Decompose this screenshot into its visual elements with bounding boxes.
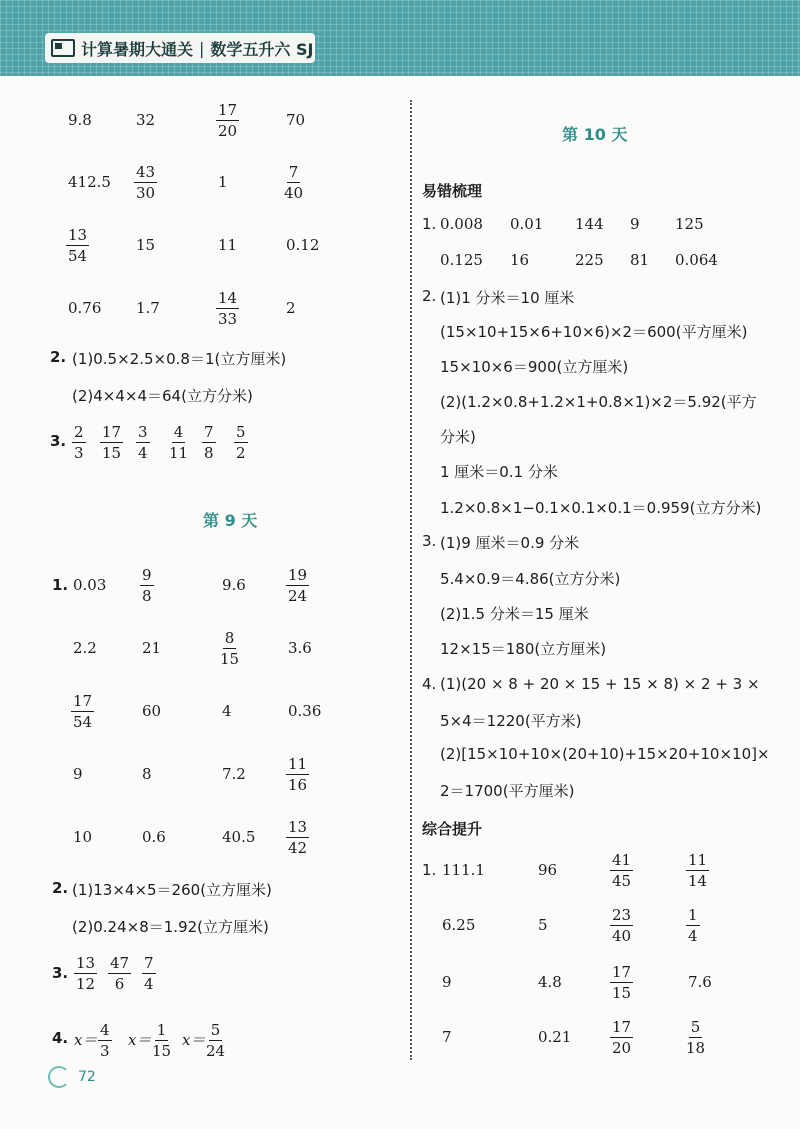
question-number: 2.: [50, 348, 67, 366]
denominator: 42: [288, 839, 308, 857]
subject-label: 数学五升六 SJ: [210, 39, 314, 59]
denominator: 12: [76, 975, 96, 993]
answer-fraction: [142, 953, 156, 994]
numerator: 17: [612, 1018, 632, 1036]
equation-line: (1)9 厘米＝0.9 分米: [440, 534, 580, 552]
equation-line: 5.4×0.9＝4.86(立方分米): [440, 570, 621, 588]
numerator: 9: [142, 566, 152, 584]
answer-fraction: [286, 817, 309, 858]
variable-label: x＝: [182, 1031, 206, 1049]
numerator: 5: [236, 423, 246, 441]
numerator: 7: [288, 163, 299, 181]
answer-fraction: [202, 422, 216, 463]
answer-value: 81: [630, 251, 650, 269]
answer-fraction: [98, 1020, 112, 1061]
answer-fraction: [286, 754, 309, 795]
answer-fraction: [220, 628, 239, 669]
equation-line: (2)0.24×8＝1.92(立方厘米): [72, 918, 269, 936]
page-footer: [48, 1066, 96, 1088]
numerator: 14: [218, 289, 238, 307]
numerator: 5: [690, 1018, 701, 1036]
answer-value: 8: [142, 765, 152, 783]
answer-value: 1: [218, 173, 228, 191]
answer-fraction: [206, 1020, 225, 1061]
answer-value: 6.25: [442, 916, 476, 934]
answer-value: 0.008: [440, 215, 483, 233]
answer-value: 15: [136, 236, 156, 254]
denominator: 15: [152, 1042, 172, 1060]
answer-value: 70: [286, 111, 306, 129]
answer-value: 0.36: [288, 702, 322, 720]
answer-value: 32: [136, 111, 156, 129]
answer-value: 7: [442, 1028, 452, 1046]
equation-line: (1)0.5×2.5×0.8＝1(立方厘米): [72, 350, 287, 368]
question-number: 3.: [52, 964, 69, 982]
answer-value: 0.12: [286, 236, 320, 254]
answer-value: 0.6: [142, 828, 166, 846]
answer-fraction: [152, 1020, 171, 1061]
answer-value: 225: [575, 251, 604, 269]
answer-value: 3.6: [288, 639, 312, 657]
denominator: 3: [74, 444, 84, 462]
denominator: 14: [688, 872, 708, 890]
question-number: 3.: [422, 532, 437, 550]
numerator: 41: [612, 851, 632, 869]
numerator: 1: [156, 1021, 167, 1039]
answer-value: 2: [286, 299, 296, 317]
denominator: 45: [612, 872, 632, 890]
denominator: 15: [220, 650, 240, 668]
question-number: 3.: [50, 432, 67, 450]
denominator: 3: [100, 1042, 110, 1060]
question-number: 1.: [422, 215, 437, 233]
column-divider: [410, 100, 412, 1060]
denominator: 16: [288, 776, 308, 794]
equation-line: (15×10+15×6+10×6)×2＝600(平方厘米): [440, 323, 748, 341]
answer-value: 10: [73, 828, 93, 846]
answer-value: 4: [222, 702, 232, 720]
answer-fraction: [136, 422, 150, 463]
answer-fraction: [686, 905, 700, 946]
equation-line: 15×10×6＝900(立方厘米): [440, 358, 629, 376]
equation-line: 12×15＝180(立方厘米): [440, 640, 607, 658]
numerator: 23: [612, 906, 632, 924]
denominator: 8: [142, 587, 152, 605]
denominator: 4: [138, 444, 148, 462]
answer-fraction: [74, 953, 97, 994]
denominator: 54: [73, 713, 93, 731]
denominator: 6: [114, 975, 125, 993]
answer-value: 16: [510, 251, 530, 269]
answer-value: 40.5: [222, 828, 256, 846]
answer-value: 0.03: [73, 576, 107, 594]
numerator: 3: [138, 423, 148, 441]
answer-fraction: [284, 162, 303, 203]
answer-value: 1.7: [136, 299, 160, 317]
answer-value: 0.01: [510, 215, 544, 233]
answer-value: 9.6: [222, 576, 246, 594]
answer-fraction: [72, 422, 86, 463]
answer-fraction: [216, 100, 239, 141]
answer-fraction: [610, 905, 633, 946]
question-number: 4.: [52, 1029, 69, 1047]
numerator: 1: [688, 906, 698, 924]
answer-fraction: [610, 962, 633, 1003]
numerator: 4: [173, 423, 184, 441]
section-title: 易错梳理: [422, 182, 483, 200]
equation-line: 分米): [440, 428, 476, 446]
denominator: 40: [284, 184, 304, 202]
question-number: 2.: [422, 287, 437, 305]
equation-line: (1)(20 × 8 + 20 × 15 + 15 × 8) × 2 + 3 ×: [440, 675, 760, 693]
answer-value: 21: [142, 639, 162, 657]
answer-fraction: [71, 691, 94, 732]
answer-fraction: [610, 1017, 633, 1058]
numerator: 17: [73, 692, 93, 710]
numerator: 17: [218, 101, 238, 119]
variable-label: x＝: [74, 1031, 98, 1049]
numerator: 47: [110, 954, 130, 972]
answer-fraction: [140, 565, 154, 606]
denominator: 2: [236, 444, 246, 462]
numerator: 5: [210, 1021, 221, 1039]
denominator: 4: [688, 927, 698, 945]
numerator: 17: [612, 963, 632, 981]
question-number: 2.: [52, 879, 69, 897]
answer-value: 0.125: [440, 251, 483, 269]
equation-line: 1 厘米＝0.1 分米: [440, 463, 558, 481]
answer-fraction: [686, 1017, 705, 1058]
denominator: 4: [144, 975, 154, 993]
answer-value: 125: [675, 215, 704, 233]
day-title: 第 10 天: [562, 125, 628, 144]
equation-line: 5×4＝1220(平方米): [440, 712, 582, 730]
answer-value: 9: [442, 973, 452, 991]
title-separator: |: [199, 38, 205, 58]
equation-line: (2)(1.2×0.8+1.2×1+0.8×1)×2＝5.92(平方: [440, 393, 757, 411]
answer-fraction: [66, 225, 89, 266]
denominator: 54: [68, 247, 88, 265]
answer-fraction: [286, 565, 309, 606]
answer-fraction: [108, 953, 131, 994]
numerator: 8: [224, 629, 235, 647]
answer-fraction: [100, 422, 123, 463]
denominator: 11: [169, 444, 189, 462]
answer-value: 9: [630, 215, 640, 233]
answer-value: 60: [142, 702, 162, 720]
answer-fraction: [169, 422, 188, 463]
answer-fraction: [134, 162, 157, 203]
denominator: 20: [218, 122, 238, 140]
numerator: 17: [102, 423, 122, 441]
denominator: 20: [612, 1039, 632, 1057]
denominator: 8: [204, 444, 214, 462]
answer-value: 0.21: [538, 1028, 572, 1046]
answer-value: 4.8: [538, 973, 562, 991]
answer-fraction: [234, 422, 248, 463]
numerator: 13: [68, 226, 88, 244]
denominator: 33: [218, 310, 238, 328]
answer-value: 7.6: [688, 973, 712, 991]
equation-line: (1)1 分米＝10 厘米: [440, 289, 575, 307]
numerator: 43: [136, 163, 156, 181]
answer-value: 7.2: [222, 765, 246, 783]
answer-value: 144: [575, 215, 604, 233]
numerator: 13: [76, 954, 96, 972]
denominator: 18: [686, 1039, 706, 1057]
answer-value: 9.8: [68, 111, 92, 129]
answer-value: 0.76: [68, 299, 102, 317]
answer-value: 111.1: [442, 861, 485, 879]
denominator: 15: [612, 984, 632, 1002]
denominator: 24: [206, 1042, 226, 1060]
answer-value: 0.064: [675, 251, 718, 269]
question-number: 4.: [422, 675, 437, 693]
section-title: 综合提升: [422, 820, 483, 838]
day-title: 第 9 天: [203, 511, 258, 530]
numerator: 4: [100, 1021, 110, 1039]
answer-value: 11: [218, 236, 238, 254]
denominator: 30: [136, 184, 156, 202]
numerator: 2: [74, 423, 84, 441]
equation-line: 1.2×0.8×1−0.1×0.1×0.1＝0.959(立方分米): [440, 499, 762, 517]
question-number: 1.: [52, 576, 69, 594]
denominator: 15: [102, 444, 122, 462]
numerator: 13: [288, 818, 308, 836]
question-number: 1.: [422, 861, 437, 879]
answer-value: 5: [538, 916, 548, 934]
numerator: 11: [688, 851, 708, 869]
numerator: 11: [288, 755, 308, 773]
book-icon: [51, 39, 75, 57]
answer-value: 9: [73, 765, 83, 783]
header-band: [0, 0, 800, 76]
answer-fraction: [610, 850, 633, 891]
denominator: 24: [288, 587, 308, 605]
numerator: 19: [288, 566, 308, 584]
equation-line: (2)4×4×4＝64(立方分米): [72, 387, 253, 405]
equation-line: (1)13×4×5＝260(立方厘米): [72, 881, 272, 899]
equation-line: (2)1.5 分米＝15 厘米: [440, 605, 589, 623]
answer-value: 96: [538, 861, 558, 879]
page-number: 72: [78, 1069, 96, 1085]
variable-label: x＝: [128, 1031, 152, 1049]
equation-line: 2＝1700(平方厘米): [440, 782, 575, 800]
book-title: 计算暑期大通关: [81, 39, 194, 59]
numerator: 7: [204, 423, 214, 441]
numerator: 7: [144, 954, 154, 972]
answer-fraction: [686, 850, 709, 891]
answer-fraction: [216, 288, 239, 329]
answer-value: 412.5: [68, 173, 111, 191]
book-title-banner: [45, 33, 315, 63]
denominator: 40: [612, 927, 632, 945]
swirl-icon: [48, 1066, 70, 1088]
equation-line: (2)[15×10+10×(20+10)+15×20+10×10]×: [440, 745, 770, 763]
answer-value: 2.2: [73, 639, 97, 657]
